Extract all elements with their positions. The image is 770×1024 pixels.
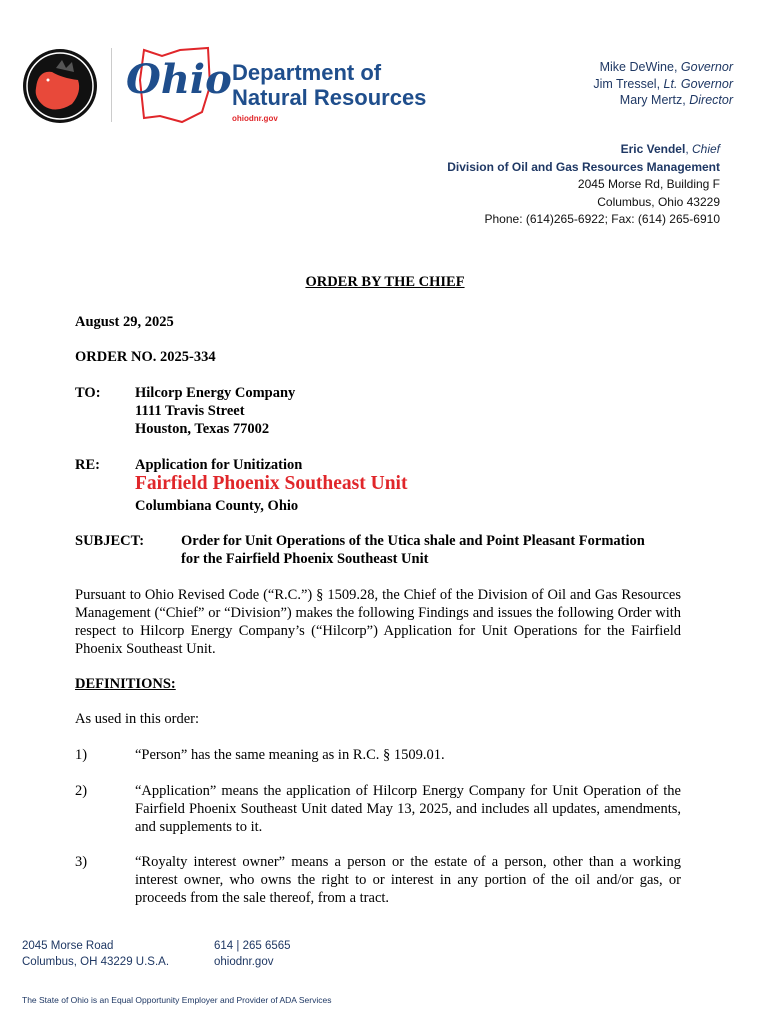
document-title: ORDER BY THE CHIEF (305, 274, 465, 290)
to-label: TO: (75, 385, 101, 401)
definition-text: “Application” means the application of Hilcorp Energy Company for Unit Operation of the Fairfield Phoenix Southeast Unit dated May 13, 2025, and includes all updates, amendments, and supplements to it. (135, 783, 681, 835)
official-governor: Mike DeWine, Governor (599, 60, 733, 74)
logo-url: ohiodnr.gov (232, 114, 278, 123)
subject-text: Order for Unit Operations of the Utica shale and Point Pleasant Formation for the Fairfield Phoenix Southeast Unit (181, 533, 645, 567)
footer-contact: 614 | 265 6565 ohiodnr.gov (214, 940, 291, 968)
officials-list (593, 59, 733, 109)
division-info (447, 141, 720, 229)
definitions-intro: As used in this order: (75, 711, 200, 727)
division-chief: Eric Vendel, Chief (620, 142, 720, 156)
definition-number: 2) (75, 783, 88, 799)
division-phone: Phone: (614)265-6922; Fax: (614) 265-6910 (484, 212, 720, 226)
unit-name: Fairfield Phoenix Southeast Unit (135, 473, 408, 494)
official-lt-governor: Jim Tressel, Lt. Governor (593, 76, 733, 91)
order-date: August 29, 2025 (75, 314, 174, 330)
ohio-script-text: Ohio (126, 56, 232, 103)
definition-text: “Person” has the same meaning as in R.C. § 1509.01. (135, 747, 445, 763)
logo-divider (111, 48, 112, 122)
definitions-heading: DEFINITIONS: (75, 676, 176, 692)
department-name (232, 60, 426, 110)
footer-address: 2045 Morse Road Columbus, OH 43229 U.S.A. (22, 940, 170, 968)
division-address-1: 2045 Morse Rd, Building F (577, 177, 720, 191)
division-name: Division of Oil and Gas Resources Management (447, 159, 720, 174)
definition-number: 1) (75, 747, 88, 763)
official-director: Mary Mertz, Director (619, 93, 733, 107)
dept-line-1: Department of (232, 60, 382, 85)
cardinal-seal-logo (22, 48, 98, 124)
re-line: Application for Unitization (135, 457, 303, 473)
county: Columbiana County, Ohio (135, 498, 299, 514)
to-address: Hilcorp Energy Company 1111 Travis Street Houston, Texas 77002 (135, 385, 296, 437)
subject-label: SUBJECT: (75, 533, 145, 549)
intro-paragraph: Pursuant to Ohio Revised Code (“R.C.”) § 1509.28, the Chief of the Division of Oil and Gas Resources Management (“Chief” or “Division”) makes the following Findings and issues the following Order with respect to Hilcorp Energy Company’s (“Hilcorp”) Application for Unit Operations for the Fairfield Phoenix Southeast Unit. (75, 587, 681, 657)
footer-eeo: The State of Ohio is an Equal Opportunity Employer and Provider of ADA Services (22, 995, 332, 1005)
order-number: ORDER NO. 2025-334 (75, 349, 216, 365)
definition-text: “Royalty interest owner” means a person or the estate of a person, other than a working interest owner, who owns the right to or interest in any portion of the oil and/or gas, or proceeds from the sale thereof, from a tract. (135, 854, 681, 906)
re-label: RE: (75, 457, 100, 473)
ohio-logo (122, 46, 232, 126)
definition-number: 3) (75, 854, 88, 870)
dept-line-2: Natural Resources (232, 85, 427, 110)
division-address-2: Columbus, Ohio 43229 (597, 194, 720, 209)
